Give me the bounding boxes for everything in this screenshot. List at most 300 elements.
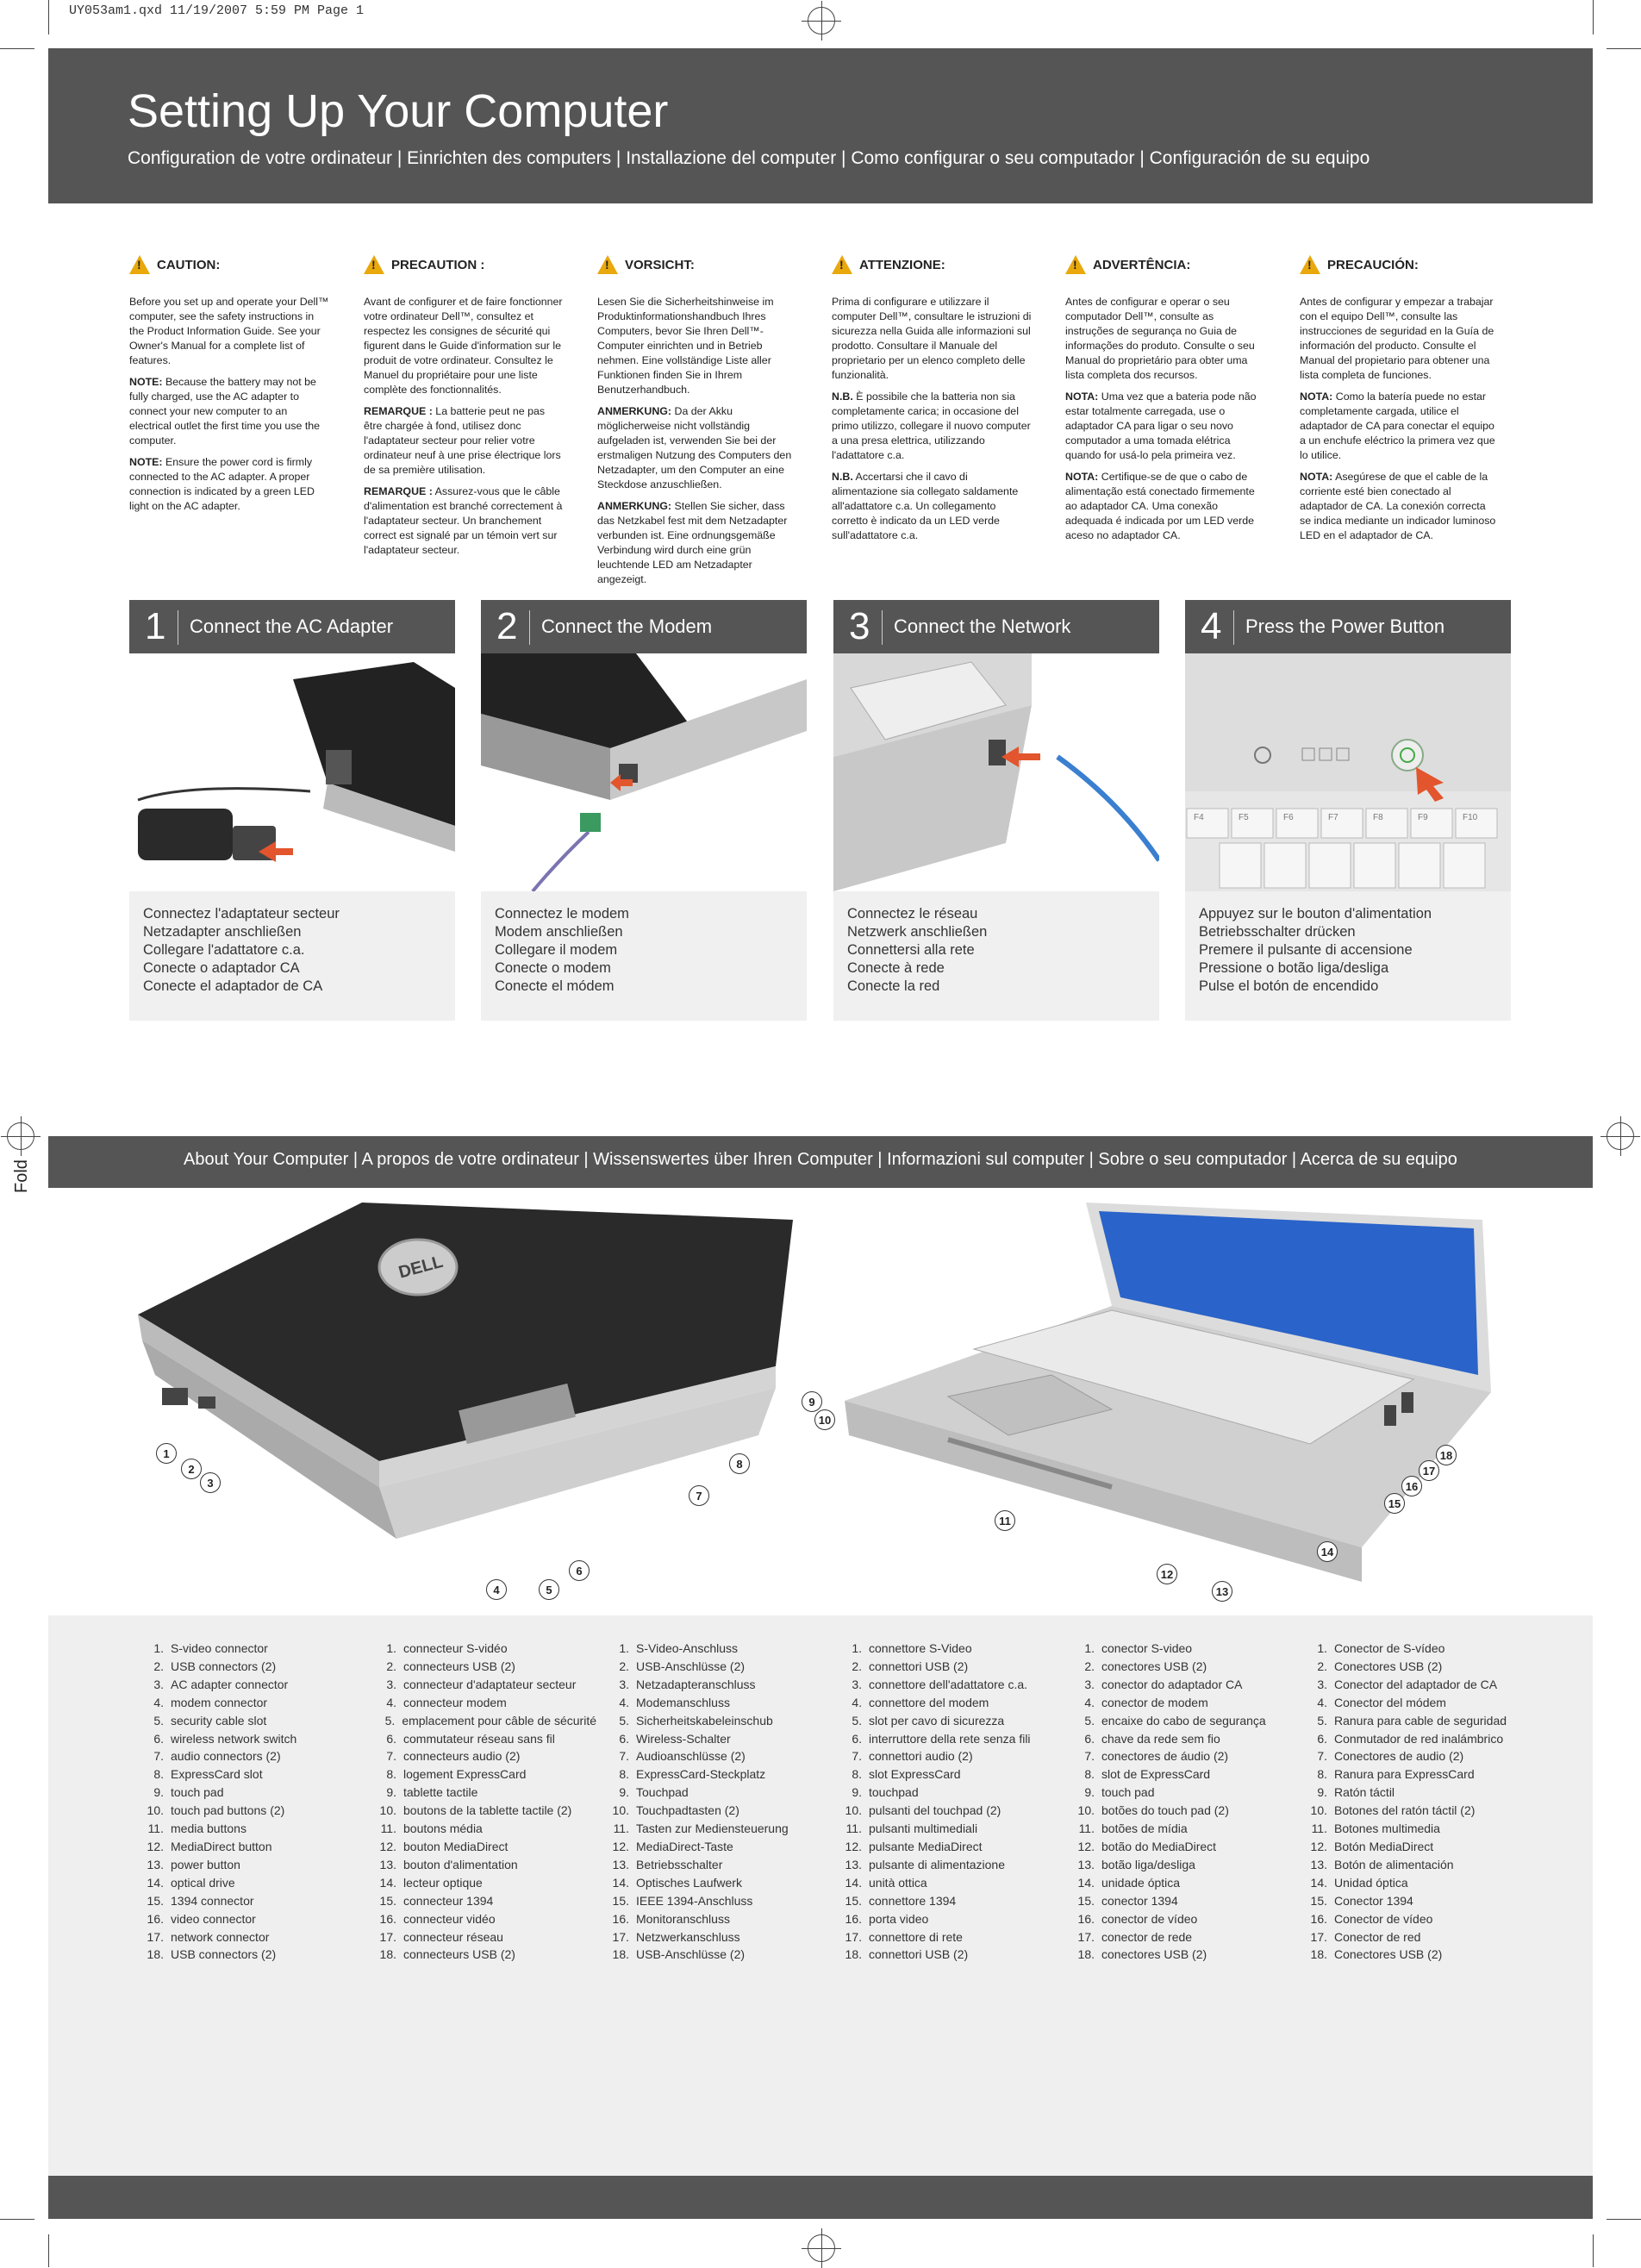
step-instruction: Collegare il modem [495,942,618,958]
item-number: 6. [386,1731,396,1746]
list-item [372,1730,596,1748]
list-item [372,1838,596,1856]
list-item [605,1730,829,1748]
item-number: 9. [1084,1785,1095,1800]
list-item [838,1910,1062,1928]
caution-heading [364,255,564,274]
callout-number: 7 [689,1485,709,1506]
item-label: MediaDirect button [171,1839,272,1853]
step-instruction: Connectez le modem [495,906,629,922]
list-item [1303,1784,1527,1802]
item-label: Sicherheitskabeleinschub [636,1713,773,1728]
registration-mark [808,2234,835,2262]
callout-number: 15 [1384,1493,1405,1514]
item-number: 2. [1084,1659,1095,1673]
list-item [140,1910,364,1928]
note-label: N.B. [832,390,853,403]
list-item [1070,1640,1295,1658]
list-item [1303,1640,1527,1658]
item-number: 9. [619,1785,629,1800]
crop-mark [48,2234,49,2267]
list-item [838,1658,1062,1676]
item-number: 1. [1084,1641,1095,1655]
item-number: 1. [1317,1641,1327,1655]
caution-heading [129,255,329,274]
list-item [140,1856,364,1874]
item-number: 18. [1077,1947,1095,1962]
note-label: REMARQUE : [364,485,433,497]
item-label: conector 1394 [1101,1893,1178,1908]
crop-mark [0,48,34,49]
step-instruction: Betriebsschalter drücken [1199,924,1356,940]
item-label: Unidad óptica [1334,1875,1408,1890]
item-label: conectores de áudio (2) [1101,1749,1229,1764]
item-number: 9. [852,1785,862,1800]
item-label: connecteur modem [403,1695,507,1709]
item-number: 12. [1310,1839,1327,1853]
callout-number: 2 [181,1459,202,1479]
item-label: USB-Anschlüsse (2) [636,1947,746,1962]
list-item [605,1946,829,1964]
step-instruction: Conecte o modem [495,960,611,976]
item-label: porta video [869,1911,929,1926]
item-number: 18. [1310,1947,1327,1962]
callout-number: 9 [802,1391,822,1412]
item-label: boutons média [403,1821,483,1836]
callout-number: 16 [1401,1476,1422,1496]
item-number: 4. [852,1695,862,1709]
caution-heading-text: PRECAUTION : [391,257,485,272]
parts-list [372,1640,596,1964]
warning-icon [1300,255,1320,274]
item-number: 11. [380,1821,396,1836]
list-item [605,1892,829,1910]
item-number: 3. [386,1677,396,1691]
step-instruction: Pulse el botón de encendido [1199,978,1379,994]
item-number: 14. [1077,1875,1095,1890]
item-label: Audioanschlüsse (2) [636,1749,746,1764]
item-label: Ranura para cable de seguridad [1334,1713,1507,1728]
item-label: Netzadapteranschluss [636,1677,756,1691]
item-label: Conmutador de red inalámbrico [1334,1731,1504,1746]
item-label: touchpad [869,1785,919,1800]
list-item [372,1712,596,1730]
item-label: Modemanschluss [636,1695,730,1709]
list-item [140,1747,364,1765]
list-item [1303,1694,1527,1712]
item-number: 11. [613,1821,629,1836]
list-item [838,1802,1062,1820]
item-number: 1. [153,1641,164,1655]
list-item [372,1874,596,1892]
item-number: 2. [619,1659,629,1673]
list-item [1303,1838,1527,1856]
list-item [838,1838,1062,1856]
item-label: conectores USB (2) [1101,1947,1207,1962]
item-number: 17. [1310,1929,1327,1944]
list-item [372,1910,596,1928]
caution-heading-text: VORSICHT: [625,257,695,272]
caution-paragraph [832,295,1032,383]
caution-paragraph [364,404,564,478]
item-number: 12. [1077,1839,1095,1853]
list-item [140,1730,364,1748]
key-label: F7 [1328,813,1338,822]
list-item [1303,1676,1527,1694]
parts-list [1070,1640,1295,1964]
item-label: lecteur optique [403,1875,483,1890]
list-item [838,1730,1062,1748]
item-label: conector de modem [1101,1695,1208,1709]
item-number: 13. [1310,1857,1327,1871]
list-item [1303,1820,1527,1838]
item-label: USB connectors (2) [171,1659,277,1673]
list-item [140,1838,364,1856]
callout-number: 11 [995,1510,1015,1531]
step-instruction: Modem anschließen [495,924,623,940]
crop-mark [1593,0,1594,34]
item-number: 12. [845,1839,862,1853]
item-number: 3. [1084,1677,1095,1691]
item-number: 15. [1077,1893,1095,1908]
item-label: botões do touch pad (2) [1101,1803,1229,1818]
list-item [140,1640,364,1658]
caution-text: Uma vez que a bateria pode não estar totalmente carregada, use o adaptador CA para ligar o seu novo computador a uma tomada elétrica quando for usá-lo pela primeira vez. [1065,390,1257,461]
list-item [605,1874,829,1892]
caution-paragraph [597,404,797,492]
item-label: Botón de alimentación [1334,1857,1454,1871]
list-item [140,1676,364,1694]
list-item [605,1712,829,1730]
about-band [48,1136,1593,1188]
item-label: connettore dell'adattatore c.a. [869,1677,1028,1691]
item-label: logement ExpressCard [403,1767,527,1782]
step-instruction: Conecte o adaptador CA [143,960,300,976]
key-label: F4 [1194,813,1204,822]
parts-list [140,1640,364,1964]
list-item [140,1765,364,1784]
caution-paragraph [129,375,329,448]
item-number: 12. [379,1839,396,1853]
step-card-3 [833,600,1159,1021]
callout-number: 3 [200,1472,221,1493]
callout-number: 5 [539,1579,559,1600]
warning-icon [832,255,852,274]
list-item [1070,1765,1295,1784]
item-number: 8. [852,1767,862,1782]
item-label: conectores USB (2) [1101,1659,1207,1673]
item-number: 8. [153,1767,164,1782]
list-item [838,1856,1062,1874]
item-number: 3. [1317,1677,1327,1691]
item-number: 14. [1310,1875,1327,1890]
note-label: NOTA: [1300,471,1333,483]
caution-text: Ensure the power cord is firmly connected to the AC adapter. A proper connection is indicated by a green LED light on the AC adapter. [129,456,315,512]
item-label: connettori USB (2) [869,1947,969,1962]
item-label: connettore del modem [869,1695,989,1709]
list-item [140,1892,364,1910]
caution-text: È possibile che la batteria non sia completamente carica; in occasione del primo utilizzo, collegare il nuovo computer a una presa elettrica, utilizzando l'adattatore c.a. [832,390,1031,461]
caution-paragraph [1300,295,1500,383]
list-item [1303,1874,1527,1892]
item-number: 17. [379,1929,396,1944]
list-item [605,1910,829,1928]
item-label: Tasten zur Mediensteuerung [636,1821,789,1836]
item-number: 4. [386,1695,396,1709]
item-number: 15. [147,1893,164,1908]
list-item [140,1694,364,1712]
note-label: ANMERKUNG: [597,500,672,512]
item-number: 2. [386,1659,396,1673]
item-label: ExpressCard slot [171,1767,263,1782]
print-slug: UY053am1.qxd 11/19/2007 5:59 PM Page 1 [69,3,365,18]
list-item [1303,1658,1527,1676]
callout-number: 1 [156,1443,177,1464]
item-label: pulsanti multimediali [869,1821,978,1836]
warning-icon [1065,255,1086,274]
callout-number: 14 [1317,1541,1338,1562]
list-item [838,1694,1062,1712]
item-label: Monitoranschluss [636,1911,730,1926]
key-label: F10 [1463,813,1478,822]
step-instruction: Conecte el módem [495,978,615,994]
list-item [1070,1712,1295,1730]
item-label: emplacement pour câble de sécurité [402,1713,596,1728]
item-number: 14. [612,1875,629,1890]
item-number: 8. [619,1767,629,1782]
crop-mark [1593,2234,1594,2267]
page-subtitle: Configuration de votre ordinateur | Einrichten des computers | Installazione del computer | Como configurar o seu computador | Configuración de su equipo [128,148,1370,168]
list-item [1070,1820,1295,1838]
item-number: 5. [852,1713,862,1728]
step-header [833,600,1159,653]
item-number: 16. [612,1911,629,1926]
list-item [838,1765,1062,1784]
list-item [372,1802,596,1820]
item-label: connettori USB (2) [869,1659,969,1673]
crop-mark [48,0,49,34]
item-label: touch pad [1101,1785,1155,1800]
caution-paragraph [832,390,1032,463]
item-number: 11. [1311,1821,1327,1836]
item-label: USB-Anschlüsse (2) [636,1659,746,1673]
item-label: pulsante di alimentazione [869,1857,1005,1871]
list-item [838,1747,1062,1765]
item-label: slot de ExpressCard [1101,1767,1211,1782]
item-number: 4. [1084,1695,1095,1709]
item-label: commutateur réseau sans fil [403,1731,555,1746]
item-label: USB connectors (2) [171,1947,277,1962]
caution-paragraph [597,499,797,587]
list-item [605,1765,829,1784]
item-label: conector do adaptador CA [1101,1677,1243,1691]
caution-text: Antes de configurar y empezar a trabajar con el equipo Dell™, consulte las instrucciones de seguridad en la Guía de información del producto. Consulte el Manual del propietario para obtener una lista completa de funciones. [1300,296,1494,381]
step-instruction: Conecte à rede [847,960,945,976]
caution-heading-text: ADVERTÊNCIA: [1093,257,1191,272]
list-item [1303,1765,1527,1784]
item-label: touch pad [171,1785,224,1800]
item-label: conector de rede [1101,1929,1193,1944]
item-label: connettore S-Video [869,1641,972,1655]
list-item [1070,1910,1295,1928]
about-title: About Your Computer | A propos de votre ordinateur | Wissenswertes über Ihren Computer | Informazioni sul computer | Sobre o seu computador | Acerca de su equipo [184,1150,1457,1169]
item-label: Conectores de audio (2) [1334,1749,1464,1764]
list-item [140,1658,364,1676]
list-item [372,1820,596,1838]
item-number: 6. [1084,1731,1095,1746]
item-number: 17. [845,1929,862,1944]
item-number: 5. [1317,1713,1327,1728]
item-label: Botones multimedia [1334,1821,1440,1836]
list-item [1070,1856,1295,1874]
step-card-2 [481,600,807,1021]
item-number: 14. [845,1875,862,1890]
step-number: 4 [1201,605,1222,647]
list-item [372,1747,596,1765]
callout-number: 12 [1157,1564,1177,1584]
list-item [838,1784,1062,1802]
item-number: 13. [845,1857,862,1871]
item-number: 11. [147,1821,164,1836]
item-number: 13. [1077,1857,1095,1871]
note-label: NOTE: [129,456,163,468]
item-label: Netzwerkanschluss [636,1929,740,1944]
item-label: Conectores USB (2) [1334,1947,1443,1962]
crop-mark [0,2219,34,2220]
item-label: video connector [171,1911,256,1926]
list-item [372,1694,596,1712]
item-number: 13. [379,1857,396,1871]
item-number: 3. [153,1677,164,1691]
item-number: 15. [1310,1893,1327,1908]
item-number: 12. [147,1839,164,1853]
list-item [1070,1747,1295,1765]
item-label: conector S-video [1101,1641,1193,1655]
caution-text: Assurez-vous que le câble d'alimentation est branché correctement à l'adaptateur secteur. Un branchement correct est signalé par un témoin vert sur l'adaptateur secteur. [364,485,563,556]
list-item [1303,1712,1527,1730]
item-number: 16. [1077,1911,1095,1926]
registration-mark [808,7,835,34]
list-item [372,1640,596,1658]
item-number: 18. [147,1947,164,1962]
callout-number: 8 [729,1453,750,1474]
caution-column [1065,255,1265,550]
item-number: 9. [1317,1785,1327,1800]
list-item [372,1928,596,1946]
list-item [605,1856,829,1874]
item-label: Conectores USB (2) [1334,1659,1443,1673]
item-label: touch pad buttons (2) [171,1803,285,1818]
item-label: connettori audio (2) [869,1749,973,1764]
list-item [1303,1946,1527,1964]
list-item [140,1820,364,1838]
caution-column [1300,255,1500,550]
step-header [481,600,807,653]
list-item [605,1658,829,1676]
step-instruction: Pressione o botão liga/desliga [1199,960,1389,976]
item-number: 11. [845,1821,862,1836]
item-number: 10. [1077,1803,1095,1818]
item-number: 2. [1317,1659,1327,1673]
list-item [838,1928,1062,1946]
step-instruction: Conecte la red [847,978,940,994]
item-number: 5. [619,1713,629,1728]
caution-paragraph [1065,295,1265,383]
item-label: 1394 connector [171,1893,254,1908]
caution-heading-text: ATTENZIONE: [859,257,945,272]
list-item [1303,1802,1527,1820]
step-instruction: Netzadapter anschließen [143,924,302,940]
list-item [140,1802,364,1820]
caution-column [364,255,564,565]
step-header [1185,600,1511,653]
key-label: F6 [1283,813,1294,822]
note-label: ANMERKUNG: [597,405,672,417]
list-item [838,1820,1062,1838]
note-label: N.B. [832,471,853,483]
item-label: connettore di rete [869,1929,963,1944]
item-label: MediaDirect-Taste [636,1839,733,1853]
item-number: 14. [147,1875,164,1890]
item-label: pulsanti del touchpad (2) [869,1803,1001,1818]
step-title: Connect the Modem [541,615,713,637]
list-item [140,1874,364,1892]
step-card-1 [129,600,455,1021]
item-number: 5. [1084,1713,1095,1728]
item-number: 18. [612,1947,629,1962]
list-item [605,1838,829,1856]
item-label: connecteur S-vidéo [403,1641,508,1655]
step-title: Press the Power Button [1245,615,1445,637]
step-instruction: Netzwerk anschließen [847,924,988,940]
item-label: chave da rede sem fio [1101,1731,1220,1746]
item-number: 10. [147,1803,164,1818]
note-label: NOTA: [1065,471,1099,483]
registration-mark [7,1122,34,1150]
item-label: tablette tactile [403,1785,478,1800]
item-label: Botones del ratón táctil (2) [1334,1803,1476,1818]
footer-band [48,2176,1593,2219]
list-item [605,1640,829,1658]
list-item [1070,1676,1295,1694]
item-number: 9. [153,1785,164,1800]
item-label: wireless network switch [171,1731,297,1746]
modem-illustration [481,653,807,891]
item-number: 10. [379,1803,396,1818]
item-label: network connector [171,1929,270,1944]
list-item [605,1820,829,1838]
step-header [129,600,455,653]
parts-list [838,1640,1062,1964]
item-number: 8. [1317,1767,1327,1782]
item-label: connettore 1394 [869,1893,957,1908]
item-number: 16. [379,1911,396,1926]
list-item [372,1784,596,1802]
item-number: 1. [852,1641,862,1655]
item-label: Conector 1394 [1334,1893,1413,1908]
list-item [605,1784,829,1802]
list-item [1303,1856,1527,1874]
caution-heading [832,255,1032,274]
caution-paragraph [1065,390,1265,463]
parts-list [605,1640,829,1964]
list-item [605,1747,829,1765]
list-item [605,1676,829,1694]
list-item [1070,1694,1295,1712]
list-item [1070,1838,1295,1856]
item-number: 10. [612,1803,629,1818]
warning-icon [129,255,150,274]
